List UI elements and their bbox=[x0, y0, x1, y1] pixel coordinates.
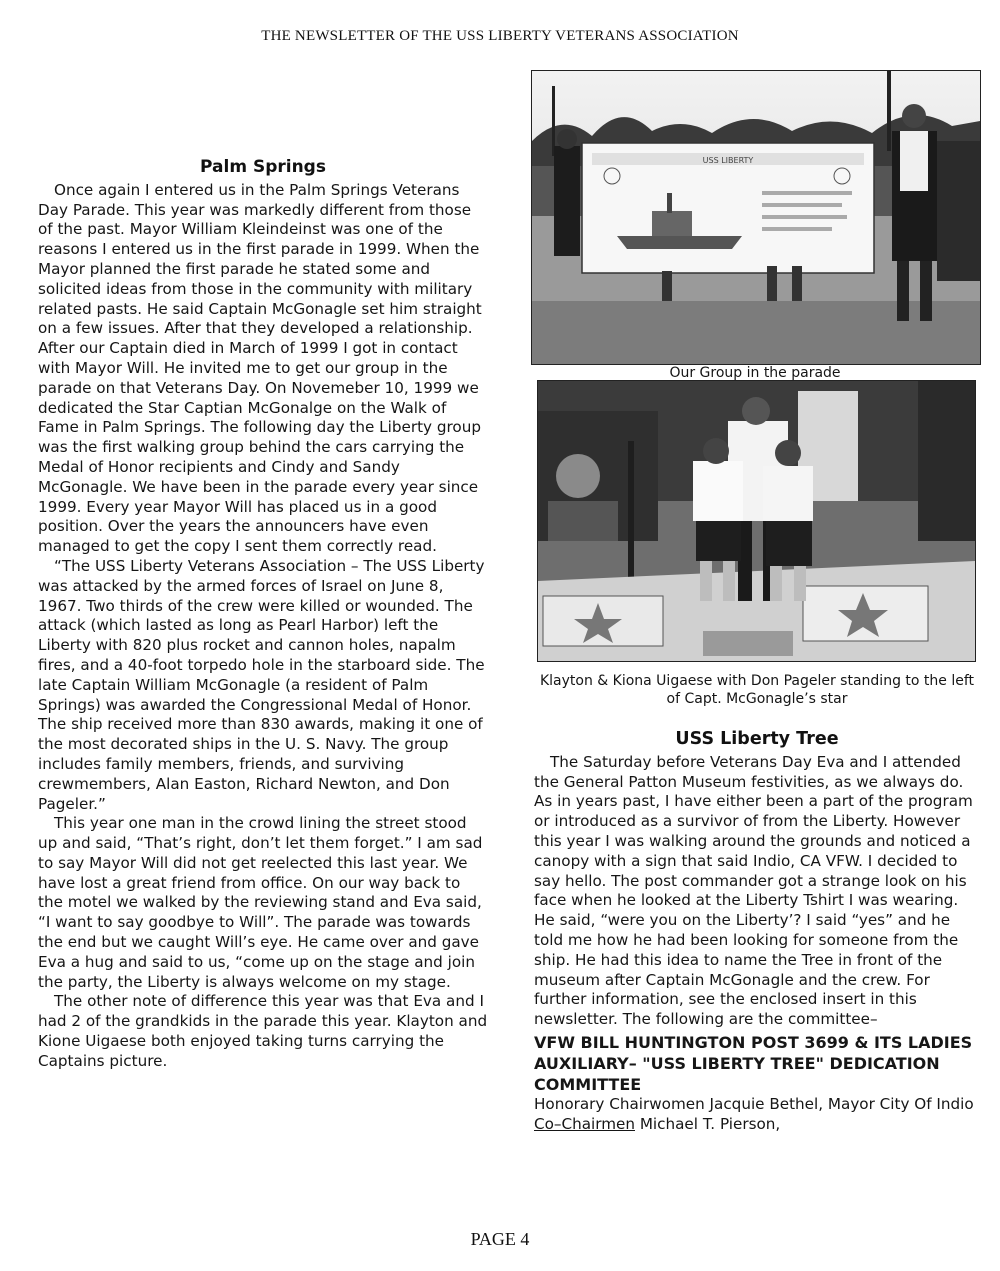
banner-text: USS LIBERTY bbox=[702, 156, 754, 165]
parade-photo-caption: Our Group in the parade bbox=[669, 365, 841, 381]
co-chair-label: Co–Chairmen bbox=[534, 1114, 635, 1133]
committee-heading: VFW BILL HUNTINGTON POST 3699 & ITS LADIES AUXILIARY– "USS LIBERTY TREE" DEDICATION COMMITTEE bbox=[534, 1032, 973, 1094]
article-paragraph: “The USS Liberty Veterans Association – The USS Liberty was attacked by the armed forces of Israel on June 8, 1967. Two thirds of the crew were killed or wounded. The attack (which lasted as long as Pearl Harbor) left the Liberty with 820 plus rocket and cannon holes, napalm fires, and a 40-foot torpedo hole in the starboard side. The late Captain William McGonagle (a resident of Palm Springs) was awarded the Congressional Medal of Honor. The ship received more than 830 awards, making it one of the most decorated ships in the U. S. Navy. The group includes family members, friends, and surviving crewmembers, Alan Easton, Richard Newton, and Don Pageler.” bbox=[38, 556, 485, 813]
star-photo-image bbox=[538, 381, 975, 661]
honorary-chair-label: Honorary Chairwomen bbox=[534, 1094, 705, 1113]
parade-photo bbox=[531, 70, 981, 365]
liberty-tree-article bbox=[534, 730, 980, 1135]
co-chair-name: Michael T. Pierson, bbox=[639, 1114, 781, 1133]
article-paragraph: Once again I entered us in the Palm Springs Veterans Day Parade. This year was markedly different from those of the past. Mayor William Kleindeinst was one of the reasons I entered us in the first parade in 1999. When the Mayor planned the first parade he stated some and solicited ideas from those in the community with military related pasts. He said Captain McGonagle set him straight on a few issues. After that they developed a relationship. After our Captain died in March of 1999 I got in contact with Mayor Will. He invited me to get our group in the parade on that Veterans Day. On Novemeber 10, 1999 we dedicated the Star Captian McGonalge on the Walk of Fame in Palm Springs. The following day the Liberty group was the first walking group behind the cars carrying the Medal of Honor recipients and Cindy and Sandy McGonagle. We have been in the parade every year since 1999. Every year Mayor Will has placed us in a good position. Over the years the announcers have even managed to get the copy I sent them correctly read. bbox=[38, 180, 482, 556]
star-photo bbox=[537, 380, 976, 662]
liberty-tree-heading: USS Liberty Tree bbox=[675, 729, 839, 749]
parade-photo-image bbox=[532, 71, 980, 364]
article-paragraph: This year one man in the crowd lining the street stood up and said, “That’s right, don’t let them forget.” I am sad to say Mayor Will did not get reelected this last year. We have lost a great friend from office. On our way back to the motel we walked by the reviewing stand and Eva said, “I want to say goodbye to Will”. The parade was towards the end but we caught Will’s eye. He came over and gave Eva a hug and said to us, “come up on the stage and join the party, the Liberty is always welcome on my stage. bbox=[38, 814, 483, 991]
honorary-chair-line bbox=[534, 1095, 980, 1115]
palm-springs-heading: Palm Springs bbox=[200, 157, 326, 177]
newsletter-masthead: THE NEWSLETTER OF THE USS LIBERTY VETERANS ASSOCIATION bbox=[261, 28, 739, 44]
star-caption-line1: Klayton & Kiona Uigaese with Don Pageler standing to the left bbox=[539, 673, 975, 689]
star-caption-line2: of Capt. McGonagle’s star bbox=[666, 691, 848, 707]
honorary-chair-name: Jacquie Bethel, Mayor City Of Indio bbox=[709, 1094, 974, 1113]
palm-springs-article bbox=[38, 158, 488, 1072]
article-paragraph: The other note of difference this year was that Eva and I had 2 of the grandkids in the parade this year. Klayton and Kione Uigaese both enjoyed taking turns carrying the Captains picture. bbox=[38, 992, 488, 1070]
co-chair-line bbox=[534, 1115, 980, 1135]
page-number: PAGE 4 bbox=[470, 1229, 530, 1249]
star-photo-caption bbox=[531, 672, 983, 708]
article-paragraph: The Saturday before Veterans Day Eva and I attended the General Patton Museum festivities, as we always do. As in years past, I have either been a part of the program or introduced as a survivor of from the Liberty. However this year I was walking around the grounds and noticed a canopy with a sign that said Indio, CA VFW. I decided to say hello. The post commander got a strange look on his face when he looked at the Liberty Tshirt I was wearing. He said, “were you on the Liberty’? I said “yes” and he told me how he had been looking for someone from the ship. He had this idea to name the Tree in front of the museum after Captain McGonagle and the crew. For further information, see the enclosed insert in this newsletter. The following are the committee– bbox=[534, 752, 973, 1029]
